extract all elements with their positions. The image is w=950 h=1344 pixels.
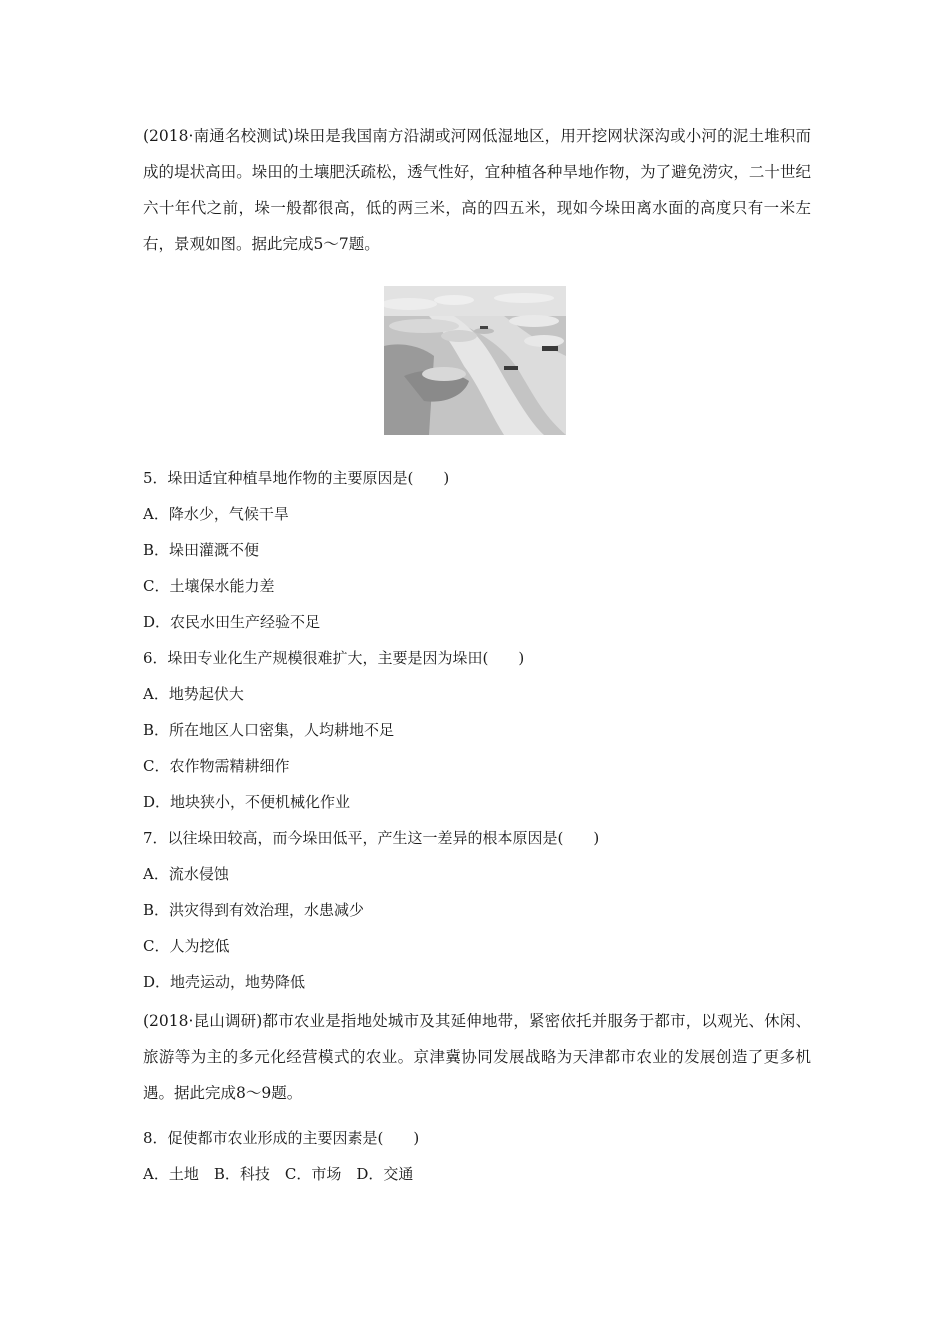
question-7-option-d: D．地壳运动，地势降低 [143, 973, 306, 991]
question-7-option-a: A．流水侵蚀 [143, 865, 229, 883]
question-6-option-c: C．农作物需精耕细作 [143, 757, 290, 775]
duotian-photo-illustration [384, 286, 566, 435]
question-8-options: A．土地 B．科技 C．市场 D．交通 [143, 1165, 414, 1183]
question-5-stem: 5．垛田适宜种植旱地作物的主要原因是( ) [143, 469, 450, 487]
question-6-option-a: A．地势起伏大 [143, 685, 244, 703]
question-5-option-a: A．降水少，气候干旱 [143, 505, 289, 523]
question-7-option-c: C．人为挖低 [143, 937, 230, 955]
passage-duotian: (2018·南通名校测试)垛田是我国南方沿湖或河网低湿地区，用开挖网状深沟或小河的泥土堆积而成的堤状高田。垛田的土壤肥沃疏松，透气性好，宜种植各种旱地作物，为了避免涝灾，二十世纪六十年代之前，垛一般都很高，低的两三米，高的四五米，现如今垛田离水面的高度只有一米左右，景观如图。据此完成5～7题。 [143, 127, 811, 253]
duotian-landscape-photo [384, 286, 566, 435]
passage-urban-agriculture: (2018·昆山调研)都市农业是指地处城市及其延伸地带，紧密依托并服务于都市，以观光、休闲、旅游等为主的多元化经营模式的农业。京津冀协同发展战略为天津都市农业的发展创造了更多机遇。据此完成8～9题。 [143, 1012, 811, 1102]
question-6-option-b: B．所在地区人口密集，人均耕地不足 [143, 721, 395, 739]
question-6-option-d: D．地块狭小，不便机械化作业 [143, 793, 351, 811]
question-5-option-c: C．土壤保水能力差 [143, 577, 275, 595]
question-8-stem: 8．促使都市农业形成的主要因素是( ) [143, 1129, 420, 1147]
question-5-option-d: D．农民水田生产经验不足 [143, 613, 321, 631]
question-5-option-b: B．垛田灌溉不便 [143, 541, 260, 559]
question-7-stem: 7．以往垛田较高，而今垛田低平，产生这一差异的根本原因是( ) [143, 829, 600, 847]
question-7-option-b: B．洪灾得到有效治理，水患减少 [143, 901, 365, 919]
question-6-stem: 6．垛田专业化生产规模很难扩大，主要是因为垛田( ) [143, 649, 525, 667]
